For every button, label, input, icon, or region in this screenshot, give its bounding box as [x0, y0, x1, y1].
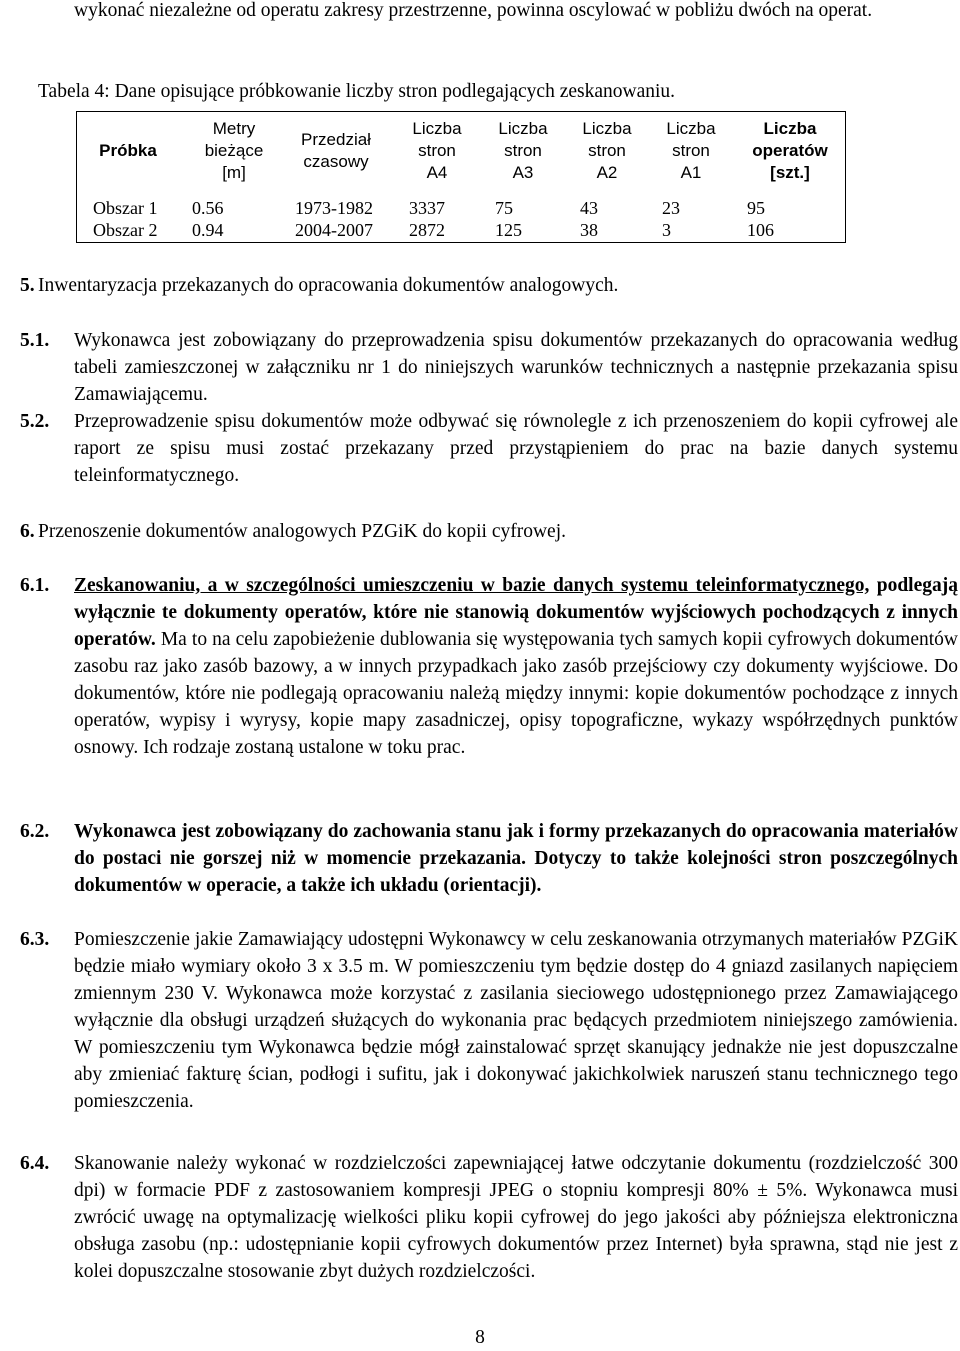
para-6-3: Pomieszczenie jakie Zamawiający udostępni Wykonawcy w celu zeskanowania otrzymanych materiałów PZGiK będzie miało wymiary około 3 x 3.5 m. W pomieszczeniu tym będzie dostęp do 4 gniazd zasilanych napięciem zmiennym 230 V. Wykonawca może korzystać z zasilania sieciowego udostępnionego przez Zamawiającego wyłącznie dla obsługi urządzeń służących do wykonania prac będących przedmiotem niniejszego zamówienia. W pomieszczeniu tym Wykonawca będzie mógł zainstalować sprzęt skanujący jednakże nie jest dopuszczalne aby zmieniać fakturę ścian, podłogi i sufitu, jak i dokonywać jakichkolwiek naruszeń stanu technicznego tego pomieszczenia. [74, 929, 958, 1112]
row1-przedzial: 1973-1982 [295, 198, 373, 218]
para-6-1-underlined: Zeskanowaniu, a w szczególności umieszczeniu w bazie danych systemu teleinformatycznego, [74, 575, 870, 596]
para-6-2: Wykonawca jest zobowiązany do zachowania stanu jak i formy przekazanych do opracowania materiałów do postaci nie gorszej niż w momencie przekazania. Dotyczy to także kolejności stron poszczególnych dokumentów w operacie, a także ich układu (orientacji). [74, 821, 958, 896]
para-5-2-number [20, 408, 49, 435]
header-a4-line2: stron [418, 141, 456, 160]
para-6-1-rest: Ma to na celu zapobieżenie dublowania się występowania tych samych kopii cyfrowych dokumentów zasobu raz jako zasób bazowy, a w innych przypadkach jako zasób przejściowy czy dokumenty wyjściowe. Do dokumentów, które nie podlegają opracowaniu należą między innymi: kopie dokumentów pochodzące z innych operatów, wypisy i wyrysy, kopie mapy zasadniczej, opisy topograficzne, wykazy współrzędnych punktów osnowy. Ich rodzaje zostaną ustalone w toku prac. [74, 629, 958, 758]
section6-title: Przenoszenie dokumentów analogowych PZGiK do kopii cyfrowej. [38, 521, 567, 542]
header-operatow-line1: Liczba [763, 119, 817, 138]
para-5-1: Wykonawca jest zobowiązany do przeprowadzenia spisu dokumentów przekazanych do opracowania według tabeli zamieszczonej w załączniku nr 1 do niniejszych warunków technicznych a następnie przekazania spisu Zamawiającemu. [74, 330, 958, 405]
header-a3-line1: Liczba [498, 119, 548, 138]
para-6-4-number [20, 1150, 49, 1177]
para-6-3-number [20, 926, 49, 953]
section5-number [20, 272, 35, 299]
section6-number [20, 518, 35, 545]
header-przedzial [282, 129, 390, 173]
para-6-2-number-text: 6.2. [20, 821, 50, 842]
para-6-4: Skanowanie należy wykonać w rozdzielczości zapewniającej łatwe odczytanie dokumentu (rozdzielczość 300 dpi) w formacie PDF z zastosowaniem kompresji JPEG o stopniu kompresji 80% ± 5%. Wykonawca musi zwrócić uwagę na optymalizację wielkości pliku kopii cyfrowej do jego jakości aby późniejsza elektroniczna obsługa zasobu (np.: udostępnianie kopii cyfrowych dokumentów przez Internet) była sprawna, stąd nie jest z kolei dopuszczalne stosowanie zbyt dużych rozdzielczości. [74, 1153, 958, 1282]
row2-a1: 3 [662, 220, 671, 240]
row1-operatow: 95 [747, 198, 765, 218]
row2-metry: 0.94 [192, 220, 224, 240]
section6-number-text: 6. [20, 521, 35, 542]
row2-probka: Obszar 2 [93, 220, 158, 240]
para-5-1-number [20, 327, 49, 354]
row2-przedzial: 2004-2007 [295, 220, 373, 240]
header-przedzial-line1: Przedział [301, 130, 371, 149]
header-a2-line3: A2 [596, 163, 618, 182]
row1-a2: 43 [580, 198, 598, 218]
row2-a2: 38 [580, 220, 598, 240]
section5-number-text: 5. [20, 275, 35, 296]
header-przedzial-line2: czasowy [303, 152, 369, 171]
header-operatow-line2: operatów [752, 141, 828, 160]
row1-probka: Obszar 1 [93, 198, 158, 218]
row2-a3: 125 [495, 220, 522, 240]
header-a1-line1: Liczba [666, 119, 716, 138]
header-operatow [735, 118, 845, 184]
header-a1 [649, 118, 733, 184]
row1-metry: 0.56 [192, 198, 224, 218]
header-a3 [481, 118, 565, 184]
row1-a1: 23 [662, 198, 680, 218]
para-5-2: Przeprowadzenie spisu dokumentów może odbywać się równolegle z ich przenoszeniem do kopii cyfrowej ale raport ze spisu musi zostać przekazany przed przystąpieniem do prac na bazie danych systemu teleinformatycznego. [74, 411, 958, 486]
row1-a4: 3337 [409, 198, 445, 218]
para-6-3-number-text: 6.3. [20, 929, 50, 950]
header-metry-line2: bieżące [204, 141, 264, 160]
header-metry-line1: Metry [212, 119, 256, 138]
para-6-2-number [20, 818, 49, 845]
header-a1-line2: stron [672, 141, 710, 160]
para-6-1-number-text: 6.1. [20, 575, 50, 596]
page-number: 8 [475, 1327, 485, 1348]
header-a2-line1: Liczba [582, 119, 632, 138]
intro-paragraph: wykonać niezależne od operatu zakresy przestrzenne, powinna oscylować w pobliżu dwóch na operat. [74, 0, 873, 21]
sampling-table [76, 111, 846, 243]
header-a4 [395, 118, 479, 184]
para-6-1-bold: podlegają wyłącznie te dokumenty operatów, które nie stanowią dokumentów wyjściowych pochodzących z innych operatów. [74, 575, 958, 650]
header-a1-line3: A1 [680, 163, 702, 182]
row1-a3: 75 [495, 198, 513, 218]
para-6-4-number-text: 6.4. [20, 1153, 50, 1174]
header-probka-text: Próbka [99, 141, 157, 160]
header-probka [87, 140, 169, 162]
header-a2-line2: stron [588, 141, 626, 160]
para-6-1-number [20, 572, 49, 599]
table-caption: Tabela 4: Dane opisujące próbkowanie liczby stron podlegających zeskanowaniu. [38, 81, 676, 102]
para-6-1 [74, 572, 958, 761]
header-metry [189, 118, 279, 184]
header-operatow-line3: [szt.] [770, 163, 810, 182]
header-metry-line3: [m] [222, 163, 246, 182]
header-a4-line1: Liczba [412, 119, 462, 138]
section5-title: Inwentaryzacja przekazanych do opracowania dokumentów analogowych. [38, 275, 619, 296]
header-a3-line2: stron [504, 141, 542, 160]
header-a2 [565, 118, 649, 184]
row2-a4: 2872 [409, 220, 445, 240]
header-a3-line3: A3 [512, 163, 534, 182]
header-a4-line3: A4 [426, 163, 448, 182]
para-5-2-number-text: 5.2. [20, 411, 50, 432]
para-5-1-number-text: 5.1. [20, 330, 50, 351]
row2-operatow: 106 [747, 220, 774, 240]
